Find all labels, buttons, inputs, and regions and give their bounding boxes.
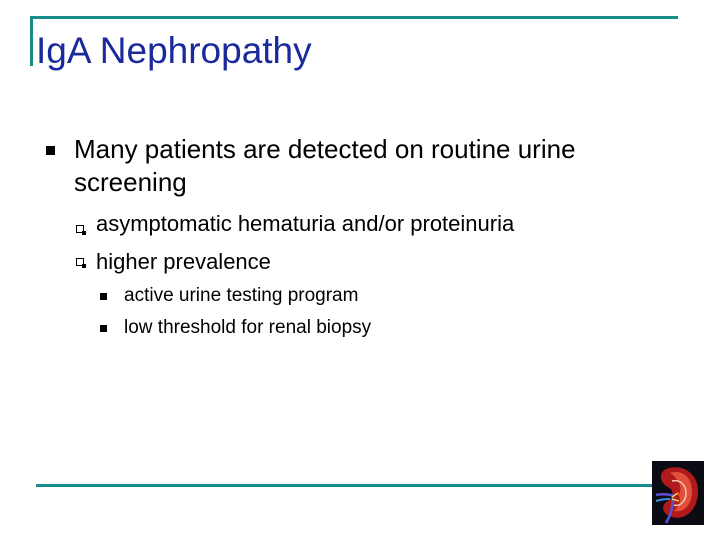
footer-divider-line xyxy=(36,484,656,487)
slide-title: IgA Nephropathy xyxy=(36,30,312,71)
title-frame-top-line xyxy=(30,16,678,19)
square-bullet-icon xyxy=(46,146,55,155)
title-frame-left-line xyxy=(30,16,33,66)
bullet-text: active urine testing program xyxy=(124,285,359,306)
hollow-square-bullet-icon xyxy=(76,258,84,266)
square-bullet-icon xyxy=(100,325,107,332)
kidney-illustration-icon xyxy=(652,461,704,525)
hollow-square-bullet-icon xyxy=(76,225,84,233)
bullet-text: low threshold for renal biopsy xyxy=(124,317,372,338)
bullet-text: higher prevalence xyxy=(96,249,271,274)
bullet-text: Many patients are detected on routine urine screening xyxy=(74,134,576,197)
square-bullet-icon xyxy=(100,293,107,300)
bullet-text: asymptomatic hematuria and/or proteinuria xyxy=(96,211,515,236)
